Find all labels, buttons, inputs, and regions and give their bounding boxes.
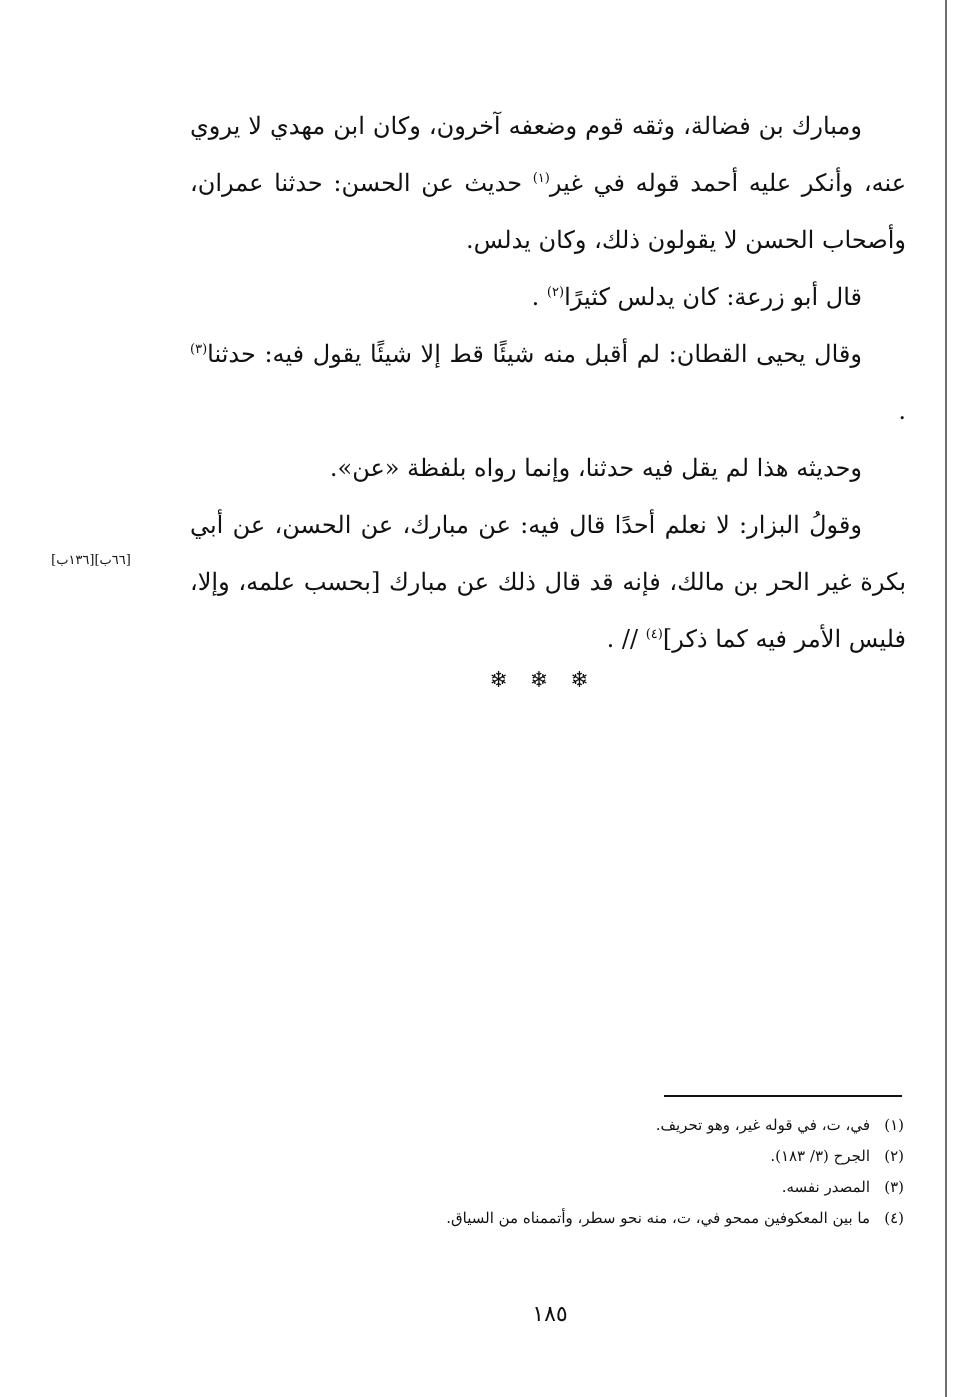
paragraph-2 — [190, 269, 906, 326]
paragraph-3-text: وقال يحيى القطان: لم أقبل منه شيئًا قط إلا شيئًا يقول فيه: حدثنا — [207, 340, 862, 368]
main-text — [190, 98, 906, 668]
paragraph-4: وحديثه هذا لم يقل فيه حدثنا، وإنما رواه بلفظة «عن». — [329, 454, 862, 482]
paragraph-3 — [190, 326, 906, 440]
footnote-number: (٤) — [884, 1209, 904, 1227]
footnote-ref-1: (١) — [532, 171, 550, 186]
footnotes-list — [430, 1110, 904, 1234]
paragraph-5-rest: // . — [606, 625, 646, 653]
footnote-ref-2: (٢) — [546, 285, 565, 300]
footnote-text: في، ت، في قوله غير، وهو تحريف. — [655, 1116, 870, 1134]
page-edge-line — [945, 0, 947, 1397]
footnote-divider — [664, 1095, 902, 1097]
footnote-text: ما بين المعكوفين ممحو في، ت، منه نحو سطر، وأتممناه من السياق. — [446, 1209, 870, 1227]
section-separator: ❄❄❄ — [489, 668, 611, 693]
paragraph-2-rest: . — [531, 283, 547, 311]
footnote-ref-3: (٣) — [190, 342, 208, 357]
paragraph-1-text: ومبارك بن فضالة، وثقه قوم وضعفه آخرون، وكان ابن مهدي لا يروي عنه، وأنكر عليه أحمد قوله في غير — [190, 112, 907, 197]
footnote-text: الجرح (٣/ ١٨٣). — [770, 1147, 870, 1165]
paragraph-2-text: قال أبو زرعة: كان يدلس كثيرًا — [564, 283, 862, 311]
paragraph-5 — [190, 497, 906, 668]
paragraph-1 — [190, 98, 906, 269]
footnote-number: (١) — [884, 1116, 904, 1134]
paragraph-1-rest: حديث عن الحسن: حدثنا عمران، وأصحاب الحسن لا يقولون ذلك، وكان يدلس. — [190, 169, 906, 254]
footnote-item — [430, 1141, 904, 1172]
footnote-ref-4: (٤) — [645, 627, 663, 642]
footnote-item — [430, 1172, 904, 1203]
footnote-number: (٣) — [884, 1178, 904, 1196]
footnote-text: المصدر نفسه. — [781, 1178, 870, 1196]
footnote-number: (٢) — [884, 1147, 904, 1165]
paragraph-5-text: وقولُ البزار: لا نعلم أحدًا قال فيه: عن مبارك، عن الحسن، عن أبي بكرة غير الحر بن مالك، فإنه قد قال ذلك عن مبارك [بحسب علمه، وإلا، فليس الأمر فيه كما ذكر] — [190, 511, 906, 653]
page-number: ١٨٥ — [532, 1302, 568, 1327]
footnote-item — [430, 1203, 904, 1234]
manuscript-folio-note: [٦٦ب][١٣٦ب] — [51, 553, 131, 568]
paragraph-3-rest: . — [898, 397, 906, 425]
footnote-item — [430, 1110, 904, 1141]
